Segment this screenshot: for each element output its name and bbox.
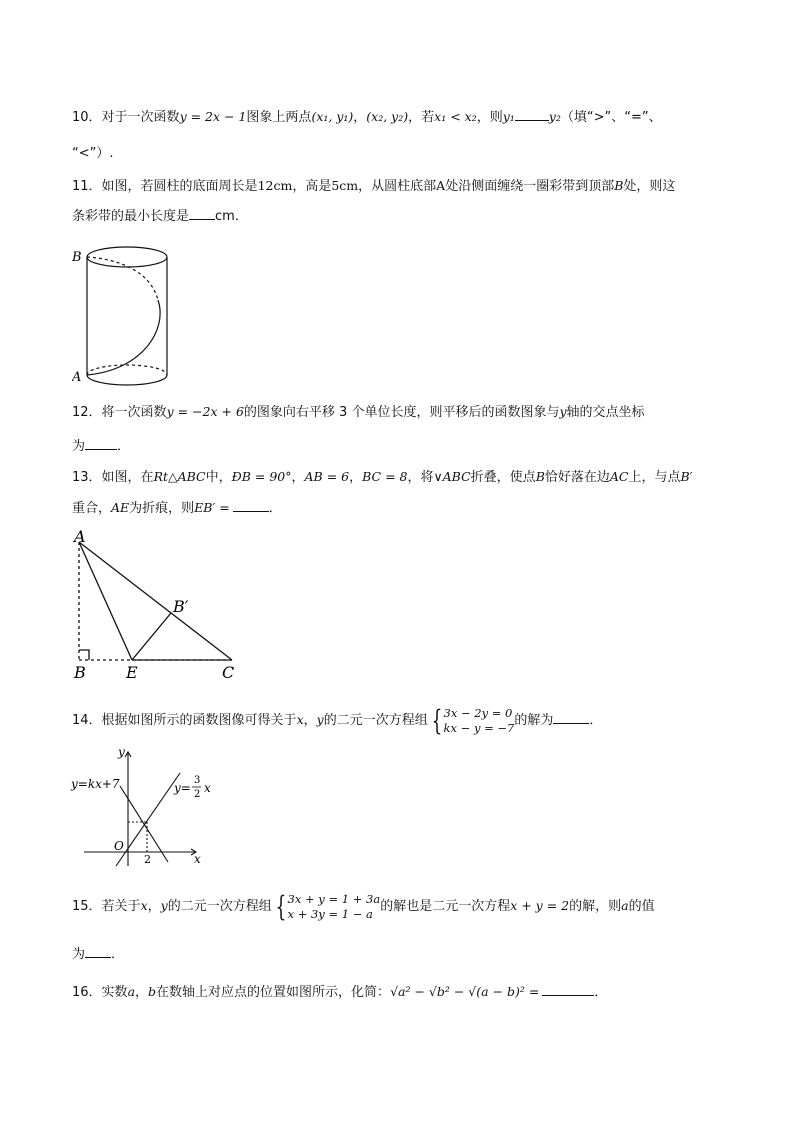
system-brace: { bbox=[275, 889, 286, 923]
answer-blank[interactable] bbox=[189, 207, 215, 220]
line-32x-lhs: y= bbox=[174, 781, 191, 795]
question-number: 15． bbox=[72, 899, 102, 914]
function-expression: y = −2x + 6 bbox=[166, 404, 244, 419]
answer-blank[interactable] bbox=[233, 499, 269, 512]
function-graph-figure bbox=[70, 746, 220, 870]
answer-blank[interactable] bbox=[85, 945, 111, 958]
radical-expression: √a² − √b² − √(a − b)² = bbox=[390, 984, 540, 999]
question-11-line-1: 11．如图，若圆柱的底面周长是12cm，高是5cm，从圆柱底部A处沿侧面缠绕一圈彩带到顶部B处，则这 bbox=[72, 178, 676, 194]
question-12-line-1: 12．将一次函数y = −2x + 6的图象向右平移 3 个单位长度，则平移后的函数图象与y轴的交点坐标 bbox=[72, 404, 645, 420]
question-number: 14． bbox=[72, 713, 102, 728]
label-a: A bbox=[72, 370, 82, 385]
answer-blank[interactable] bbox=[515, 108, 549, 121]
label-b: B bbox=[74, 663, 86, 682]
label-e: E bbox=[126, 663, 138, 682]
question-15-line-2: 为 ． bbox=[72, 947, 125, 962]
condition: x₁ < x₂ bbox=[434, 109, 477, 124]
x-axis-label: x bbox=[194, 852, 201, 866]
line-kx-label: y=kx+7 bbox=[71, 777, 120, 791]
function-expression: y = 2x − 1 bbox=[179, 109, 247, 124]
question-12-line-2: 为 ． bbox=[72, 439, 131, 454]
question-13-line-2: 重合，AE为折痕，则EB′ = ． bbox=[72, 500, 282, 516]
line-32x-var: x bbox=[204, 781, 211, 795]
equation-system: 3x + y = 1 + 3a x + 3y = 1 − a bbox=[287, 891, 381, 921]
point-2: (x₂, y₂) bbox=[366, 109, 409, 124]
question-15-line-1: 15．若关于x，y的二元一次方程组 { 3x + y = 1 + 3a x + 3y = 1 − a 的解也是二元一次方程x + y = 2的解，则a的值 bbox=[72, 889, 655, 923]
label-b-prime: B′ bbox=[173, 597, 189, 616]
label-b: B bbox=[72, 250, 82, 265]
line-32x-den: 2 bbox=[194, 789, 201, 800]
question-16-line-1: 16．实数a，b在数轴上对应点的位置如图所示，化简：√a² − √b² − √(a − b)² = ． bbox=[72, 984, 608, 1000]
question-11-line-2: 条彩带的最小长度是 cm． bbox=[72, 209, 248, 224]
tick-2: 2 bbox=[144, 853, 151, 866]
equation-system: 3x − 2y = 0 kx − y = −7 bbox=[443, 705, 515, 735]
answer-blank[interactable] bbox=[542, 983, 594, 996]
question-number: 11． bbox=[72, 179, 102, 194]
line-32x-num: 3 bbox=[194, 775, 201, 786]
triangle-figure bbox=[68, 528, 248, 684]
question-number: 12． bbox=[72, 405, 102, 420]
answer-blank[interactable] bbox=[85, 437, 117, 450]
y-axis-label: y bbox=[118, 746, 125, 759]
question-10-line-1: 10．对于一次函数y = 2x − 1图象上两点(x₁, y₁)，(x₂, y₂)，若x₁ < x₂，则y₁ y₂（填“>”、“=”、 bbox=[72, 109, 662, 125]
question-number: 16． bbox=[72, 985, 102, 1000]
question-13-line-1: 13．如图，在Rt△ABC中，ÐB = 90°，AB = 6，BC = 8，将∨ABC折叠，使点B恰好落在边AC上，与点B′ bbox=[72, 469, 693, 485]
question-number: 13． bbox=[72, 470, 102, 485]
label-c: C bbox=[222, 663, 235, 682]
system-brace: { bbox=[431, 703, 442, 737]
origin-label: O bbox=[114, 839, 124, 853]
question-number: 10． bbox=[72, 110, 102, 125]
label-a: A bbox=[74, 528, 86, 546]
point-1: (x₁, y₁) bbox=[311, 109, 354, 124]
question-14-line-1: 14．根据如图所示的函数图像可得关于x，y的二元一次方程组 { 3x − 2y = 0 kx − y = −7的解为 ． bbox=[72, 703, 603, 737]
question-10-line-2: “<”）. bbox=[72, 146, 114, 161]
answer-blank[interactable] bbox=[553, 711, 589, 724]
cylinder-figure bbox=[72, 240, 182, 390]
